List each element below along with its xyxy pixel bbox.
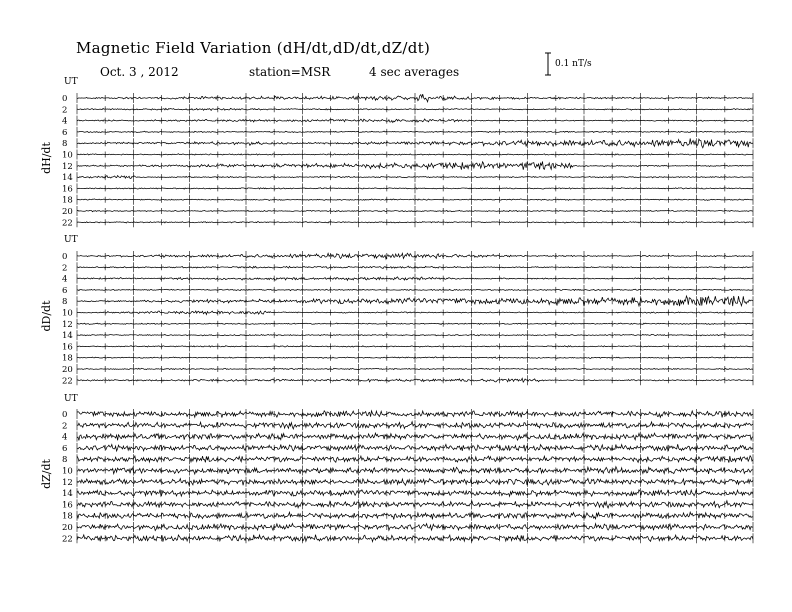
panel-dD-dt [40, 235, 753, 386]
row-label: 18 [62, 195, 73, 206]
trace-row [62, 183, 753, 194]
row-label: 6 [62, 127, 68, 138]
averages-label: 4 sec averages [369, 65, 460, 79]
row-label: 0 [62, 252, 68, 262]
row-label: 16 [62, 184, 73, 195]
trace-row [62, 443, 753, 454]
trace-row [62, 172, 753, 183]
row-label: 10 [62, 466, 73, 477]
trace-row [62, 251, 753, 262]
trace-row [62, 420, 753, 431]
trace-row [62, 341, 753, 352]
trace-row [62, 409, 753, 420]
row-label: 22 [62, 376, 73, 387]
trace-row [62, 195, 753, 206]
row-label: 0 [62, 94, 68, 104]
ut-label: UT [64, 77, 78, 87]
trace-row [62, 274, 753, 285]
date-label: Oct. 3 , 2012 [100, 65, 179, 79]
row-label: 4 [62, 274, 68, 285]
row-label: 22 [62, 534, 73, 545]
row-label: 12 [62, 319, 73, 330]
row-label: 4 [62, 432, 68, 443]
trace-row [62, 454, 753, 465]
ut-label: UT [64, 394, 78, 404]
ut-label: UT [64, 235, 78, 245]
row-label: 12 [62, 161, 73, 172]
trace-row [62, 533, 753, 544]
trace-row [62, 161, 753, 172]
trace-row [62, 262, 753, 273]
row-label: 0 [62, 410, 68, 420]
trace-row [62, 511, 753, 522]
trace-row [62, 522, 753, 533]
row-label: 8 [62, 455, 68, 466]
trace-row [62, 353, 753, 364]
trace-row [62, 296, 753, 307]
trace-row [62, 127, 753, 138]
row-label: 20 [62, 523, 73, 533]
component-label: dD/dt [40, 300, 53, 332]
panel-dH-dt [40, 77, 753, 228]
row-label: 10 [62, 150, 73, 161]
trace-row [62, 319, 753, 330]
trace-row [62, 150, 753, 161]
row-label: 20 [62, 207, 73, 217]
row-label: 18 [62, 511, 73, 522]
row-label: 20 [62, 365, 73, 375]
row-label: 8 [62, 139, 68, 150]
station-label: station=MSR [249, 65, 331, 79]
trace-row [62, 308, 753, 319]
trace-row [62, 104, 753, 115]
trace-row [62, 93, 753, 104]
component-label: dZ/dt [40, 459, 53, 489]
row-label: 2 [62, 263, 68, 274]
trace-row [62, 488, 753, 499]
trace-row [62, 330, 753, 341]
trace-row [62, 364, 753, 375]
trace-row [62, 466, 753, 477]
trace-row [62, 116, 753, 127]
trace-row [62, 138, 753, 149]
trace-row [62, 285, 753, 296]
row-label: 12 [62, 477, 73, 488]
row-label: 14 [62, 173, 73, 184]
row-label: 10 [62, 308, 73, 319]
trace-row [62, 477, 753, 488]
row-label: 6 [62, 443, 68, 454]
trace-row [62, 499, 753, 510]
row-label: 14 [62, 489, 73, 500]
row-label: 14 [62, 331, 73, 342]
panel-dZ-dt [40, 394, 753, 544]
row-label: 22 [62, 218, 73, 229]
row-label: 16 [62, 500, 73, 511]
scale-bar [545, 53, 551, 75]
chart-title: Magnetic Field Variation (dH/dt,dD/dt,dZ/dt) [76, 39, 431, 57]
component-label: dH/dt [40, 142, 53, 174]
scale-bar-label: 0.1 nT/s [555, 59, 592, 69]
row-label: 8 [62, 297, 68, 308]
trace-row [62, 375, 753, 386]
trace-row [62, 432, 753, 443]
row-label: 6 [62, 285, 68, 296]
row-label: 16 [62, 342, 73, 353]
row-label: 18 [62, 353, 73, 364]
row-label: 2 [62, 105, 68, 116]
trace-row [62, 206, 753, 217]
trace-row [62, 217, 753, 228]
row-label: 2 [62, 421, 68, 432]
row-label: 4 [62, 116, 68, 127]
